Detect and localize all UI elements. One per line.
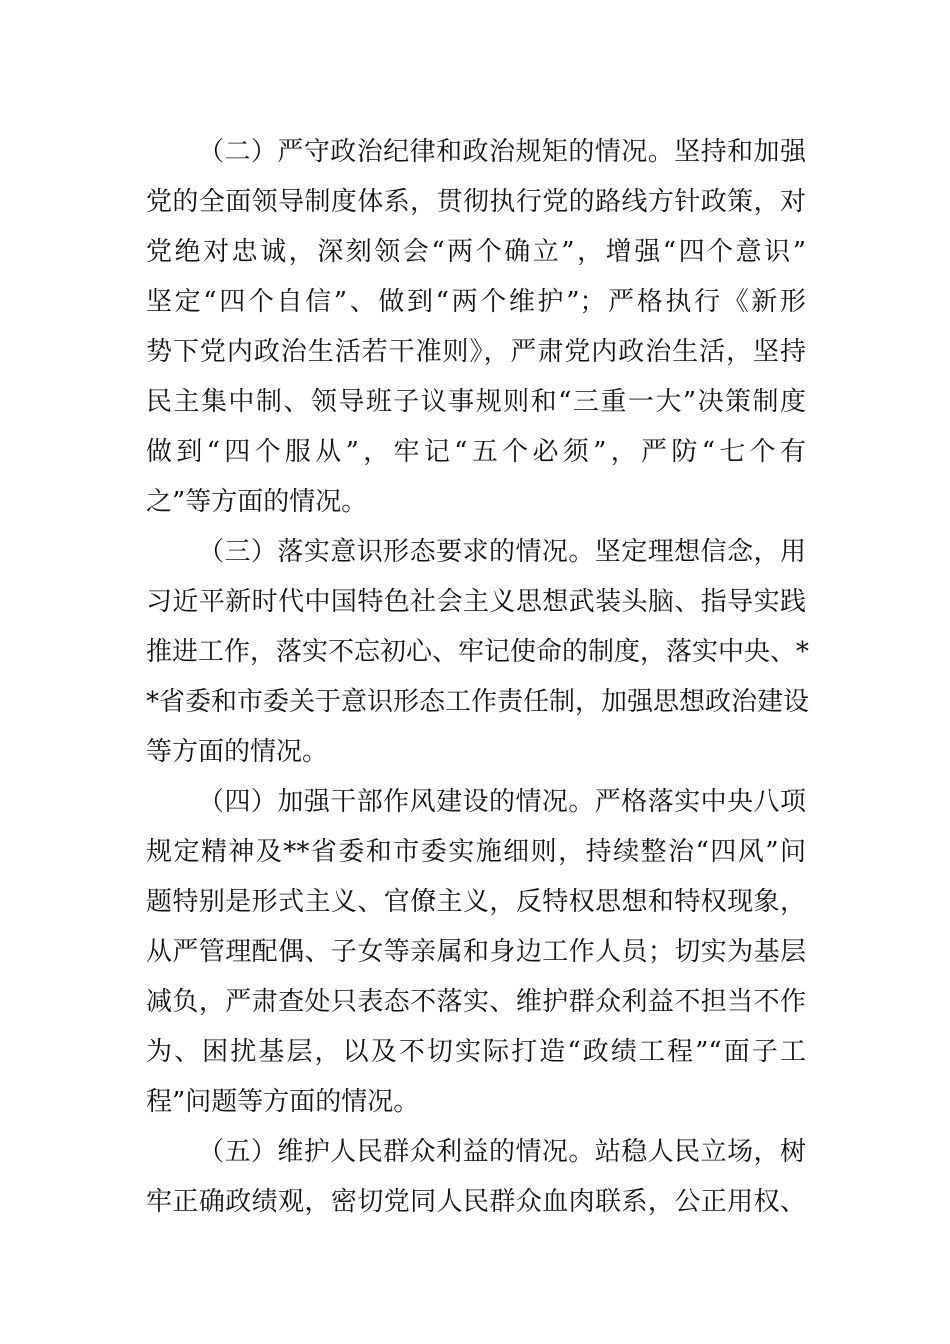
- paragraph-2-line-1: （二）严守政治纪律和政治规矩的情况。坚持和加强: [198, 137, 806, 167]
- paragraph-2-line-2: 党的全面领导制度体系，贯彻执行党的路线方针政策，对: [146, 187, 806, 217]
- paragraph-2-line-7: 做到“四个服从”，牢记“五个必须”，严防“七个有: [146, 437, 806, 467]
- paragraph-3-line-1: （三）落实意识形态要求的情况。坚定理想信念，用: [198, 537, 806, 567]
- paragraph-4-line-1: （四）加强干部作风建设的情况。严格落实中央八项: [198, 787, 806, 817]
- paragraph-4-line-2: 规定精神及**省委和市委实施细则，持续整治“四风”问: [146, 837, 806, 867]
- paragraph-4-line-3: 题特别是形式主义、官僚主义，反特权思想和特权现象，: [146, 887, 806, 917]
- paragraph-3-line-5: 等方面的情况。: [146, 737, 329, 767]
- paragraph-3-line-4: *省委和市委关于意识形态工作责任制，加强思想政治建设: [146, 687, 810, 717]
- paragraph-3-line-2: 习近平新时代中国特色社会主义思想武装头脑、指导实践: [146, 587, 806, 617]
- paragraph-4-line-5: 减负，严肃查处只表态不落实、维护群众利益不担当不作: [146, 987, 806, 1017]
- paragraph-2-line-3: 党绝对忠诚，深刻领会“两个确立”，增强“四个意识”: [146, 237, 806, 267]
- paragraph-3-line-3: 推进工作，落实不忘初心、牢记使命的制度，落实中央、*: [146, 637, 810, 667]
- paragraph-5-line-2: 牢正确政绩观，密切党同人民群众血肉联系，公正用权、: [146, 1187, 806, 1217]
- paragraph-4-line-6: 为、困扰基层，以及不切实际打造“政绩工程”“面子工: [146, 1037, 806, 1067]
- paragraph-5-line-1: （五）维护人民群众利益的情况。站稳人民立场，树: [198, 1137, 806, 1167]
- paragraph-2-line-6: 民主集中制、领导班子议事规则和“三重一大”决策制度: [146, 387, 806, 417]
- paragraph-4-line-4: 从严管理配偶、子女等亲属和身边工作人员；切实为基层: [146, 937, 806, 967]
- paragraph-4-line-7: 程”问题等方面的情况。: [146, 1087, 420, 1117]
- paragraph-2-line-5: 势下党内政治生活若干准则》，严肃党内政治生活，坚持: [146, 337, 806, 367]
- paragraph-2-line-4: 坚定“四个自信”、做到“两个维护”；严格执行《新形: [146, 287, 806, 317]
- paragraph-2-line-8: 之”等方面的情况。: [146, 487, 368, 517]
